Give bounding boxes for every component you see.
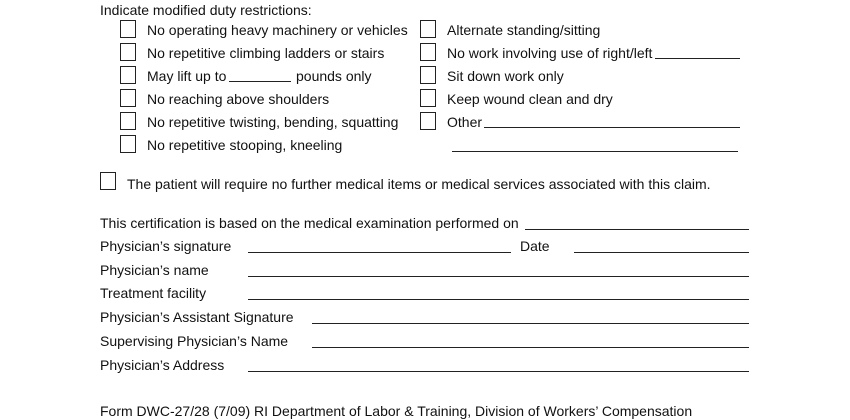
- checkbox-wound-clean[interactable]: [420, 89, 436, 107]
- label-physician-signature: Physician’s signature: [100, 238, 232, 254]
- date-field[interactable]: [574, 252, 749, 253]
- label-no-right-left: No work involving use of right/left: [447, 45, 653, 61]
- checkbox-no-reaching[interactable]: [120, 89, 136, 107]
- label-pa-signature: Physician’s Assistant Signature: [100, 309, 294, 325]
- checkbox-no-stooping[interactable]: [120, 135, 136, 153]
- label-lift-limit-pre: May lift up to: [147, 68, 227, 84]
- other-field-line-1[interactable]: [484, 127, 740, 128]
- checkbox-sit-down-work[interactable]: [420, 66, 436, 84]
- checkbox-other[interactable]: [420, 112, 436, 130]
- other-field-line-2[interactable]: [452, 151, 738, 152]
- label-physician-address: Physician’s Address: [100, 357, 225, 373]
- label-no-reaching: No reaching above shoulders: [147, 91, 330, 107]
- label-supervising-physician: Supervising Physician’s Name: [100, 333, 289, 349]
- label-no-further-medical: The patient will require no further medical items or medical services associated with this claim.: [127, 176, 711, 192]
- label-lift-limit-post: pounds only: [296, 68, 372, 84]
- checkbox-no-heavy-machinery[interactable]: [120, 20, 136, 38]
- form-footer: Form DWC-27/28 (7/09) RI Department of Labor & Training, Division of Workers’ Compensation: [100, 403, 693, 419]
- label-no-climbing: No repetitive climbing ladders or stairs: [147, 45, 385, 61]
- pa-signature-field[interactable]: [312, 323, 749, 324]
- label-other: Other: [447, 114, 483, 130]
- exam-date-field[interactable]: [525, 229, 749, 230]
- label-no-heavy-machinery: No operating heavy machinery or vehicles: [147, 22, 408, 38]
- label-alternate-standing: Alternate standing/sitting: [447, 22, 601, 38]
- treatment-facility-field[interactable]: [248, 299, 749, 300]
- label-physician-name: Physician’s name: [100, 262, 209, 278]
- checkbox-no-further-medical[interactable]: [100, 172, 116, 190]
- physician-name-field[interactable]: [248, 276, 749, 277]
- checkbox-no-climbing[interactable]: [120, 43, 136, 61]
- label-date: Date: [520, 238, 550, 254]
- checkbox-alternate-standing[interactable]: [420, 20, 436, 38]
- restrictions-heading: Indicate modified duty restrictions:: [100, 2, 312, 18]
- physician-signature-field[interactable]: [248, 252, 511, 253]
- label-wound-clean: Keep wound clean and dry: [447, 91, 613, 107]
- lift-pounds-field[interactable]: [229, 81, 291, 82]
- supervising-physician-field[interactable]: [312, 347, 749, 348]
- physician-address-field[interactable]: [248, 371, 749, 372]
- checkbox-no-right-left[interactable]: [420, 43, 436, 61]
- checkbox-no-twisting[interactable]: [120, 112, 136, 130]
- label-sit-down-work: Sit down work only: [447, 68, 564, 84]
- label-exam-date: This certification is based on the medical examination performed on: [100, 215, 519, 231]
- label-no-twisting: No repetitive twisting, bending, squatting: [147, 114, 399, 130]
- checkbox-lift-limit[interactable]: [120, 66, 136, 84]
- label-treatment-facility: Treatment facility: [100, 285, 207, 301]
- label-no-stooping: No repetitive stooping, kneeling: [147, 137, 343, 153]
- right-left-field[interactable]: [655, 58, 740, 59]
